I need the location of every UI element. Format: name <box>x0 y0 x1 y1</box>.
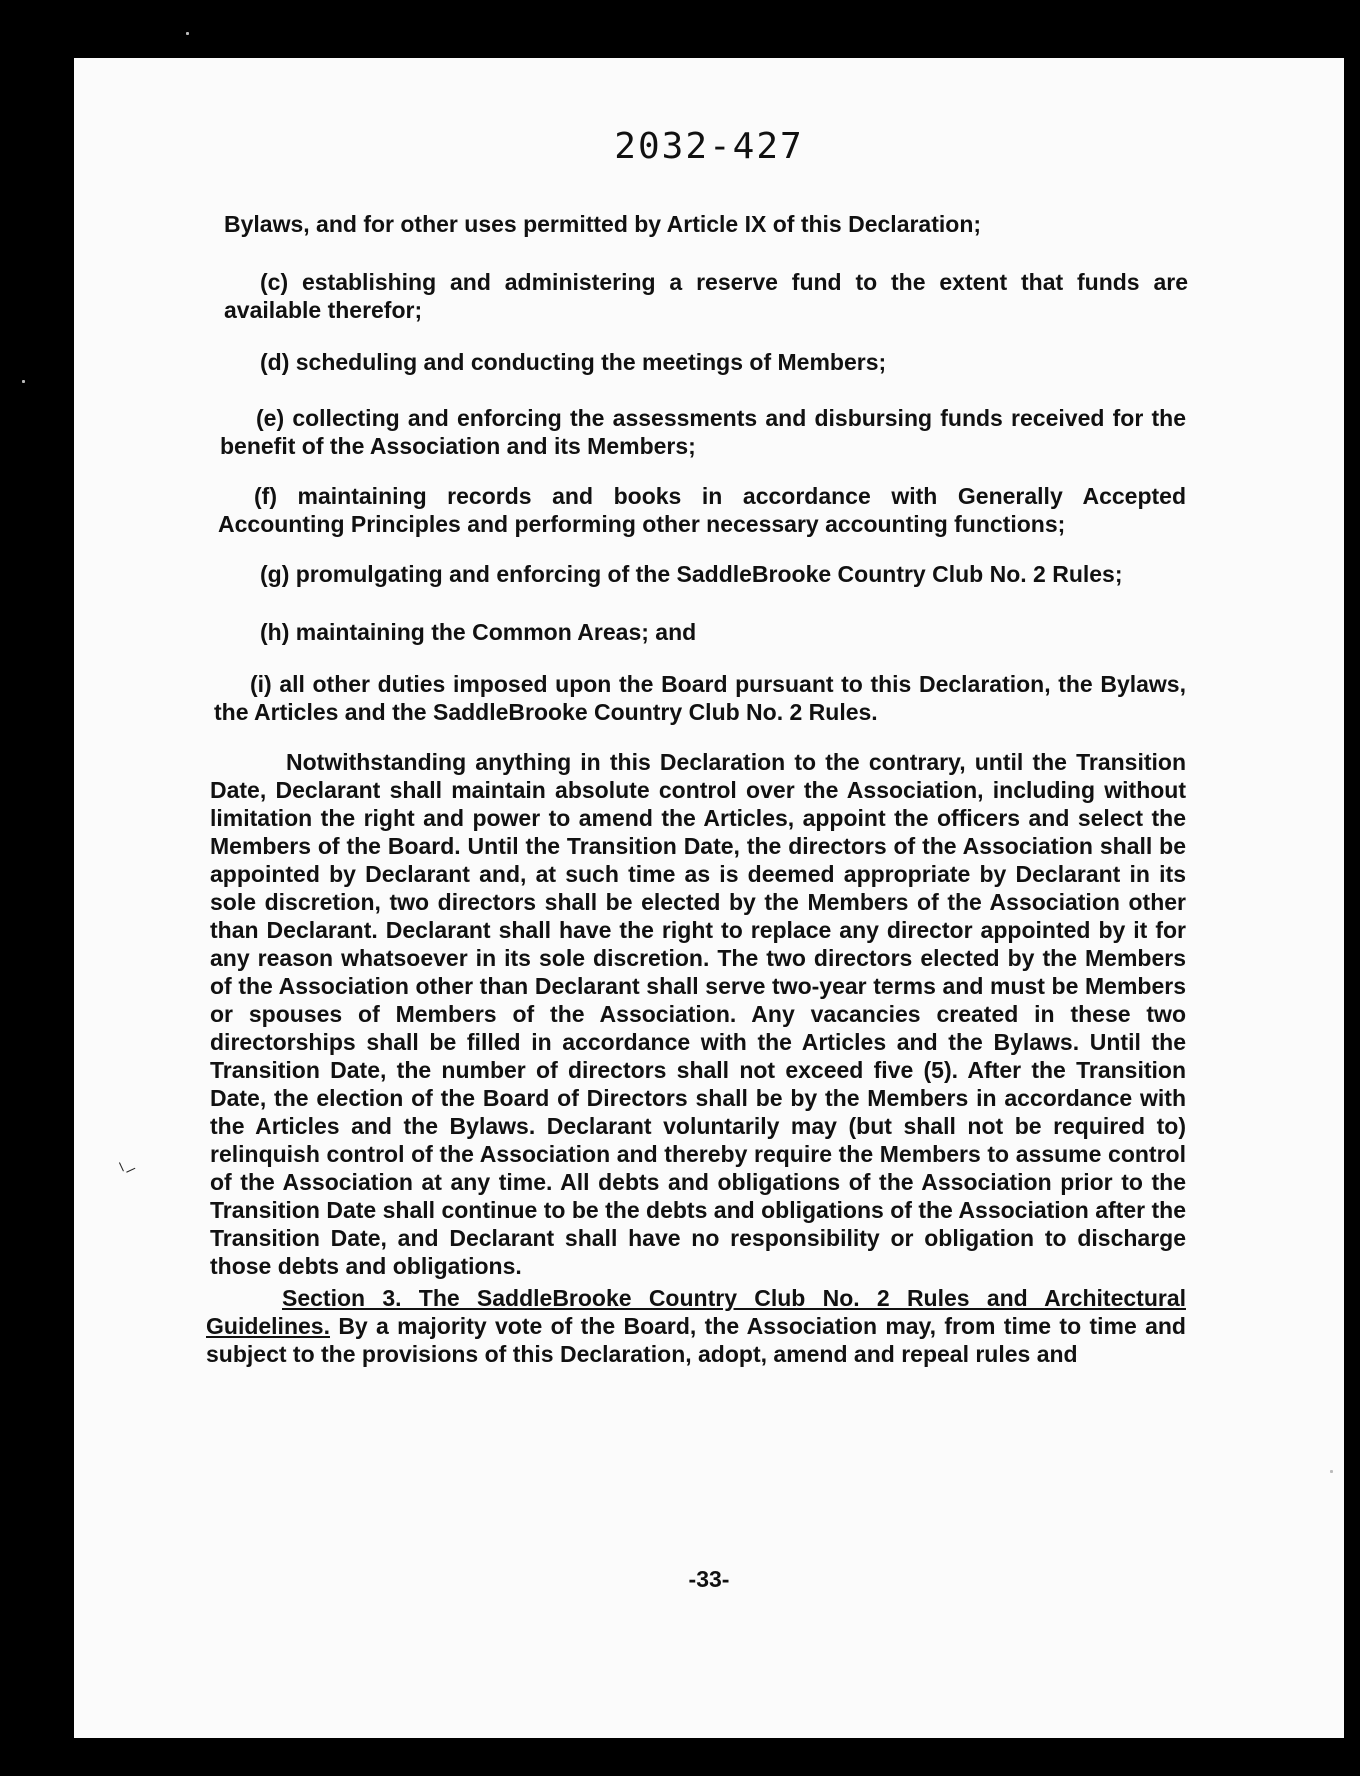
paragraph-item-h: (h) maintaining the Common Areas; and <box>260 619 697 645</box>
document-number: 2032-427 <box>614 126 804 167</box>
paragraph-item-f: (f) maintaining records and books in accordance with Generally Accepted Accounting Principles and performing other necessary accounting functions; <box>218 483 1186 537</box>
margin-mark-icon: ⸜⸝ <box>114 1149 142 1179</box>
paragraph-section-3 <box>206 1284 1186 1368</box>
scan-speck <box>1330 1470 1333 1473</box>
section-3-body: By a majority vote of the Board, the Association may, from time to time and subject to the provisions of this Declaration, adopt, amend and repeal rules and <box>206 1313 1186 1367</box>
section-3-heading: Section 3. The SaddleBrooke Country Club No. 2 Rules and Architectural Guidelines. <box>206 1285 1186 1339</box>
paragraph-transition-control: Notwithstanding anything in this Declaration to the contrary, until the Transition Date, Declarant shall maintain absolute control over the Association, including without limitation the right and power to amend the Articles, appoint the officers and select the Members of the Board. Until the Transition Date, the directors of the Association shall be appointed by Declarant and, at such time as is deemed appropriate by Declarant in its sole discretion, two directors shall be elected by the Members of the Association other than Declarant. Declarant shall have the right to replace any director appointed by it for any reason whatsoever in its sole discretion. The two directors elected by the Members of the Association other than Declarant shall serve two-year terms and must be Members or spouses of Members of the Association. Any vacancies created in these two directorships shall be filled in accordance with the Articles and the Bylaws. Until the Transition Date, the number of directors shall not exceed five (5). After the Transition Date, the election of the Board of Directors shall be by the Members in accordance with the Articles and the Bylaws. Declarant voluntarily may (but shall not be required to) relinquish control of the Association and thereby require the Members to assume control of the Association at any time. All debts and obligations of the Association prior to the Transition Date shall continue to be the debts and obligations of the Association after the Transition Date, and Declarant shall have no responsibility or obligation to discharge those debts and obligations. <box>210 749 1186 1279</box>
paragraph-item-e: (e) collecting and enforcing the assessments and disbursing funds received for the benefit of the Association and its Members; <box>220 405 1186 459</box>
paragraph-bylaws-continuation: Bylaws, and for other uses permitted by Article IX of this Declaration; <box>224 211 982 237</box>
page-number: -33- <box>688 1566 730 1592</box>
paragraph-item-c: (c) establishing and administering a reserve fund to the extent that funds are available therefor; <box>224 269 1188 323</box>
document-text <box>74 58 1344 1738</box>
scan-speck <box>22 380 25 383</box>
scan-speck <box>186 32 189 35</box>
paragraph-item-i: (i) all other duties imposed upon the Board pursuant to this Declaration, the Bylaws, the Articles and the SaddleBrooke Country Club No. 2 Rules. <box>214 671 1186 725</box>
document-page <box>74 58 1344 1738</box>
paragraph-item-d: (d) scheduling and conducting the meetings of Members; <box>260 349 887 375</box>
paragraph-item-g: (g) promulgating and enforcing of the SaddleBrooke Country Club No. 2 Rules; <box>260 561 1123 587</box>
